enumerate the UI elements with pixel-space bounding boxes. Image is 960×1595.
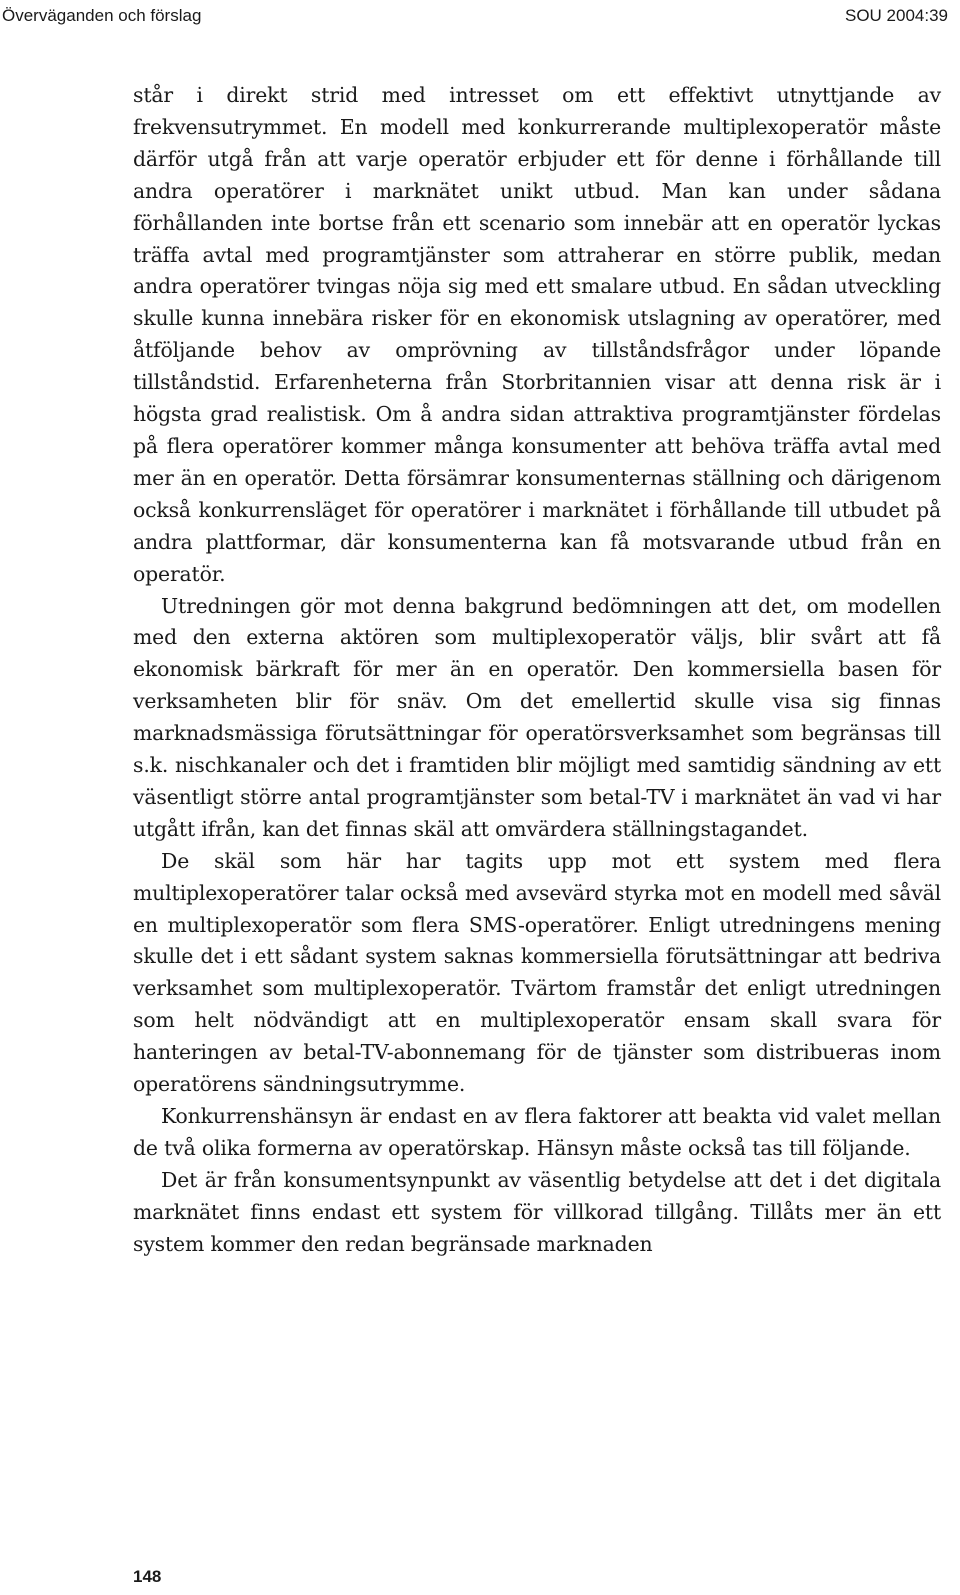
page-number: 148 xyxy=(133,1567,162,1586)
paragraph: Konkurrenshänsyn är endast en av flera faktorer att beakta vid valet mellan de två olika formerna av operatörskap. Hänsyn måste också tas till följande. xyxy=(133,1104,941,1160)
paragraph: De skäl som här har tagits upp mot ett system med flera multiplexoperatörer talar också med avsevärd styrka mot en modell med såväl en multiplexoperatör som flera SMS-operatörer. Enligt utredningens mening skulle det i ett sådant system saknas kommersiella förutsättningar att bedriva verksamhet som multiplexoperatör. Tvärtom framstår det enligt utredningen som helt nödvändigt att en multiplexoperatör ensam skall svara för hanteringen av betal-TV-abonnemang för de tjänster som distribueras inom operatörens sändningsutrymme. xyxy=(133,848,941,1097)
paragraph: Det är från konsumentsynpunkt av väsentlig betydelse att det i det digitala marknätet finns endast ett system för villkorad tillgång. Tillåts mer än ett system kommer den redan begränsade marknaden xyxy=(133,1167,941,1256)
running-header xyxy=(2,4,948,28)
paragraph: står i direkt strid med intresset om ett effektivt utnyttjande av frekvensutrymmet. En modell med konkurrerande multiplexoperatör måste därför utgå från att varje operatör erbjuder ett för denne i förhållande till andra operatörer i marknätet unikt utbud. Man kan under sådana förhållanden inte bortse från ett scenario som innebär att en operatör lyckas träffa avtal med programtjänster som attraherar en större publik, medan andra operatörer tvingas nöja sig med ett smalare utbud. En sådan utveckling skulle kunna innebära risker för en ekonomisk utslagning av operatörer, med åtföljande behov av omprövning av tillståndsfrågor under löpande tillståndstid. Erfarenheterna från Storbritannien visar att denna risk är i högsta grad realistisk. Om å andra sidan attraktiva programtjänster fördelas på flera operatörer kommer många konsumenter att behöva träffa avtal med mer än en operatör. Detta försämrar konsumenternas ställning och därigenom också konkurrensläget för operatörer i marknätet i förhållande till utbudet på andra plattformar, där konsumenterna kan få motsvarande utbud från en operatör. xyxy=(133,83,941,586)
header-section-title: Överväganden och förslag xyxy=(2,6,202,25)
body-text xyxy=(133,80,941,1261)
header-document-id: SOU 2004:39 xyxy=(844,6,948,25)
paragraph: Utredningen gör mot denna bakgrund bedömningen att det, om modellen med den externa aktören som multiplexoperatör väljs, blir svårt att få ekonomisk bärkraft för mer än en operatör. Den kommersiella basen för verksamheten blir för snäv. Om det emellertid skulle visa sig finnas marknadsmässiga förutsättningar för operatörsverksamhet som begränsas till s.k. nischkanaler och det i framtiden blir möjligt med samtidig sändning av ett väsentligt större antal programtjänster som betal-TV i marknätet än vad vi har utgått ifrån, kan det finnas skäl att omvärdera ställningstagandet. xyxy=(133,593,941,841)
